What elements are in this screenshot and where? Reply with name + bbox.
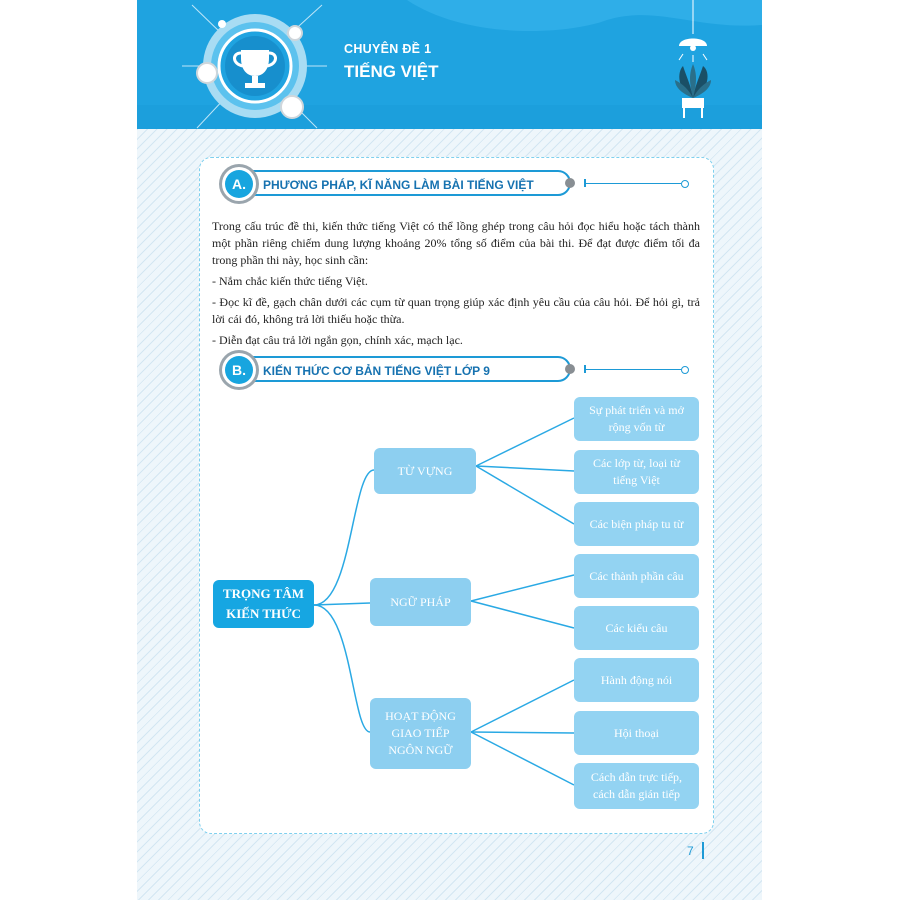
connector [471,680,574,732]
section-b-badge: B. [225,356,253,384]
page-number-bar [702,842,704,859]
connector [476,418,574,466]
leaf-node: Các biện pháp tu từ [574,502,699,546]
connector [471,732,574,785]
paragraph: - Diễn đạt câu trả lời ngắn gọn, chính xác, mạch lạc. [212,333,463,347]
page-number: 7 [687,844,694,858]
section-b-title: KIẾN THỨC CƠ BẢN TIẾNG VIỆT LỚP 9 [263,364,490,378]
connector [471,601,574,628]
leaf-node: Các lớp từ, loại từ tiếng Việt [574,450,699,494]
connector [314,605,370,732]
leaf-node: Các kiểu câu [574,606,699,650]
leaf-node: Hội thoại [574,711,699,755]
branch-hoat-dong-giao-tiep: HOẠT ĐỘNG GIAO TIẾP NGÔN NGỮ [370,698,471,769]
leaf-node: Sự phát triển và mở rộng vốn từ [574,397,699,441]
mindmap-root: TRỌNG TÂM KIẾN THỨC [213,580,314,628]
connector [476,466,574,471]
branch-tu-vung: TỪ VỰNG [374,448,476,494]
leaf-node: Hành động nói [574,658,699,702]
connector [471,732,574,733]
leaf-node: Cách dẫn trực tiếp, cách dẫn gián tiếp [574,763,699,809]
chapter-title: TIẾNG VIỆT [344,62,439,81]
connector [476,466,574,524]
paragraph: Trong cấu trúc đề thi, kiến thức tiếng Việt có thể lồng ghép trong câu hỏi đọc hiểu hoặc tách thành một phần riêng chiếm dung lượng khoảng 20% tổng số điểm của bài thi. Để đạt được điểm tối đa trong phần thi này, học sinh cần: [212,219,700,267]
book-page [137,0,762,900]
chapter-label: CHUYÊN ĐỀ 1 [344,42,432,56]
paragraph: - Nắm chắc kiến thức tiếng Việt. [212,274,368,288]
leaf-node: Các thành phần câu [574,554,699,598]
branch-ngu-phap: NGỮ PHÁP [370,578,471,626]
connector [314,470,374,605]
section-a-title: PHƯƠNG PHÁP, KĨ NĂNG LÀM BÀI TIẾNG VIỆT [263,178,534,192]
section-a-badge: A. [225,170,253,198]
paragraph: - Đọc kĩ đề, gạch chân dưới các cụm từ quan trọng giúp xác định yêu cầu của câu hỏi. Để hỏi gì, trả lời cái đó, không trả lời thiếu hoặc thừa. [212,295,700,326]
connector [471,575,574,601]
